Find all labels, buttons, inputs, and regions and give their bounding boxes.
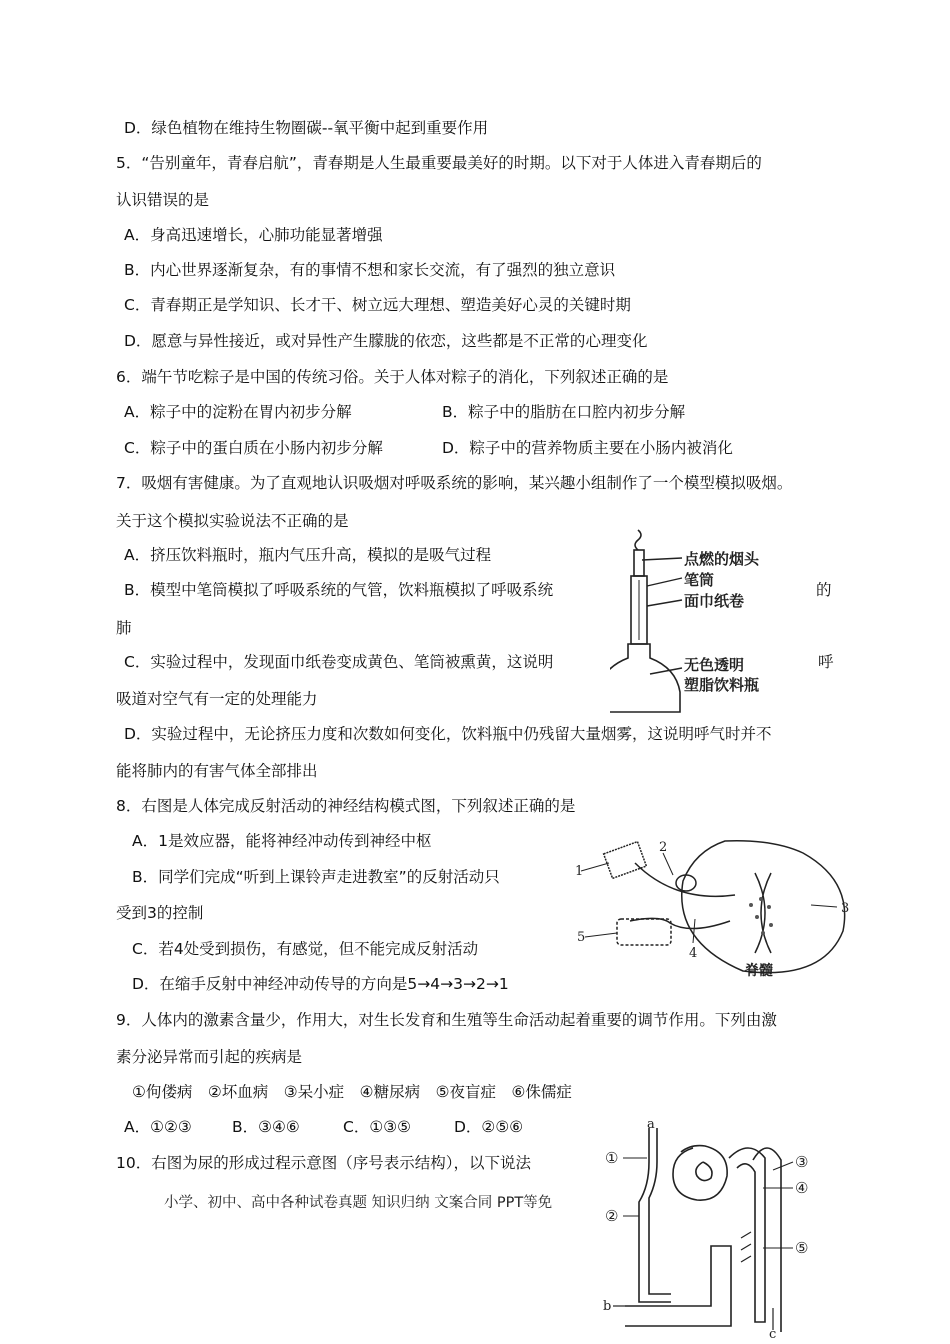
q7-option-d-line2: 能将肺内的有害气体全部排出: [116, 762, 318, 780]
smoke-wisp: [635, 530, 641, 550]
label-circle-2: ②: [605, 1207, 619, 1225]
q9-stem-line2: 素分泌异常而引起的疾病是: [116, 1048, 303, 1066]
plastic-bottle: [610, 644, 680, 712]
q6-option-c: C．粽子中的蛋白质在小肠内初步分解: [124, 439, 383, 457]
effector-muscle: [617, 919, 671, 945]
q8-option-c: C．若4处受到损伤，有感觉，但不能完成反射活动: [132, 940, 479, 958]
label-circle-1: ①: [605, 1149, 619, 1167]
q8-option-b-line1: B．同学们完成“听到上课铃声走进教室”的反射活动只: [132, 868, 500, 886]
label-circle-5: ⑤: [795, 1239, 809, 1257]
collecting-duct: [753, 1148, 781, 1332]
label-spinal-cord: 脊髓: [745, 963, 773, 979]
q5-stem-line2: 认识错误的是: [116, 191, 210, 209]
q5-option-b: B．内心世界逐渐复杂，有的事情不想和家长交流，有了强烈的独立意识: [124, 261, 616, 279]
q4-option-d: D．绿色植物在维持生物圈碳--氧平衡中起到重要作用: [124, 119, 489, 137]
nephron-figure: [603, 1118, 831, 1340]
q7-option-b-line2: 肺: [116, 619, 132, 637]
spinal-cord: [682, 841, 845, 973]
label-b: b: [603, 1299, 612, 1314]
label-circle-4: ④: [795, 1179, 809, 1197]
q9-option-a: A．①②③: [124, 1118, 192, 1136]
q7-option-c-tail: 呼: [818, 653, 834, 671]
label-4: 4: [689, 946, 698, 961]
label-circle-3: ③: [795, 1153, 809, 1171]
bowmans-capsule: [673, 1146, 727, 1201]
ganglion: [676, 875, 696, 891]
label-a: a: [647, 1118, 655, 1132]
label-c: c: [769, 1327, 777, 1340]
q5-option-d: D．愿意与异性接近，或对异性产生朦胧的依恋，这些都是不正常的心理变化: [124, 332, 648, 350]
reflex-arc-figure: [575, 833, 858, 988]
q9-stem-line1: 9．人体内的激素含量少，作用大，对生长发育和生殖等生命活动起着重要的调节作用。下列由激: [116, 1011, 777, 1029]
label-tissue-roll: 面巾纸卷: [684, 592, 745, 610]
q7-option-a: A．挤压饮料瓶时，瓶内气压升高，模拟的是吸气过程: [124, 546, 492, 564]
label-5: 5: [577, 930, 586, 945]
q8-stem: 8．右图是人体完成反射活动的神经结构模式图，下列叙述正确的是: [116, 797, 576, 815]
glomerulus: [696, 1162, 712, 1181]
q7-option-b-line1: B．模型中笔筒模拟了呼吸系统的气管，饮料瓶模拟了呼吸系统: [124, 581, 554, 599]
q7-option-c-line2: 吸道对空气有一定的处理能力: [116, 690, 318, 708]
label-pen-holder: 笔筒: [684, 571, 715, 589]
q5-option-a: A．身高迅速增长，心肺功能显著增强: [124, 226, 383, 244]
cigarette-tip: [634, 550, 644, 576]
q6-stem: 6．端午节吃粽子是中国的传统习俗。关于人体对粽子的消化，下列叙述正确的是: [116, 368, 669, 386]
q8-option-d: D．在缩手反射中神经冲动传导的方向是5→4→3→2→1: [132, 975, 509, 993]
q7-option-d-line1: D．实验过程中，无论挤压力度和次数如何变化，饮料瓶中仍残留大量烟雾，这说明呼气时并不: [124, 725, 772, 743]
afferent-vessel: [649, 1128, 657, 1162]
label-lit-cigarette: 点燃的烟头: [684, 550, 760, 568]
label-1: 1: [575, 864, 584, 879]
q8-option-a: A．1是效应器，能将神经冲动传到神经中枢: [132, 832, 432, 850]
vein-b: [625, 1246, 731, 1326]
q9-option-b: B．③④⑥: [232, 1118, 300, 1136]
q7-option-b-tail: 的: [816, 581, 832, 599]
q5-option-c: C．青春期正是学知识、长才干、树立远大理想、塑造美好心灵的关键时期: [124, 296, 631, 314]
label-2: 2: [659, 840, 668, 855]
q7-option-c-line1: C．实验过程中，发现面巾纸卷变成黄色、笔筒被熏黄，这说明: [124, 653, 554, 671]
q6-option-d: D．粽子中的营养物质主要在小肠内被消化: [442, 439, 733, 457]
q9-option-d: D．②⑤⑥: [454, 1118, 524, 1136]
q8-option-b-line2: 受到3的控制: [116, 904, 204, 922]
receptor-skin: [604, 842, 647, 879]
q10-stem: 10．右图为尿的形成过程示意图（序号表示结构），以下说法: [116, 1154, 531, 1172]
label-plastic-bottle: 塑脂饮料瓶: [684, 676, 760, 694]
q6-option-b: B．粽子中的脂肪在口腔内初步分解: [442, 403, 686, 421]
label-transparent: 无色透明: [684, 656, 745, 674]
grey-matter: [755, 873, 771, 953]
q9-items: ①佝偻病 ②坏血病 ③呆小症 ④糖尿病 ⑤夜盲症 ⑥侏儒症: [132, 1083, 572, 1101]
efferent-nerve: [630, 918, 730, 928]
label-3: 3: [841, 901, 850, 916]
efferent-vessel: [639, 1162, 671, 1302]
q7-stem-line2: 关于这个模拟实验说法不正确的是: [116, 512, 349, 530]
q6-option-a: A．粽子中的淀粉在胃内初步分解: [124, 403, 352, 421]
q5-stem-line1: 5．“告别童年，青春启航”，青春期是人生最重要最美好的时期。以下对于人体进入青春期后的: [116, 154, 762, 172]
q9-option-c: C．①③⑤: [343, 1118, 412, 1136]
smoking-model-figure: [610, 528, 810, 716]
q7-stem-line1: 7．吸烟有害健康。为了直观地认识吸烟对呼吸系统的影响，某兴趣小组制作了一个模型模拟吸烟。: [116, 474, 793, 492]
page-footer: 小学、初中、高中各种试卷真题 知识归纳 文案合同 PPT等免: [164, 1195, 553, 1211]
